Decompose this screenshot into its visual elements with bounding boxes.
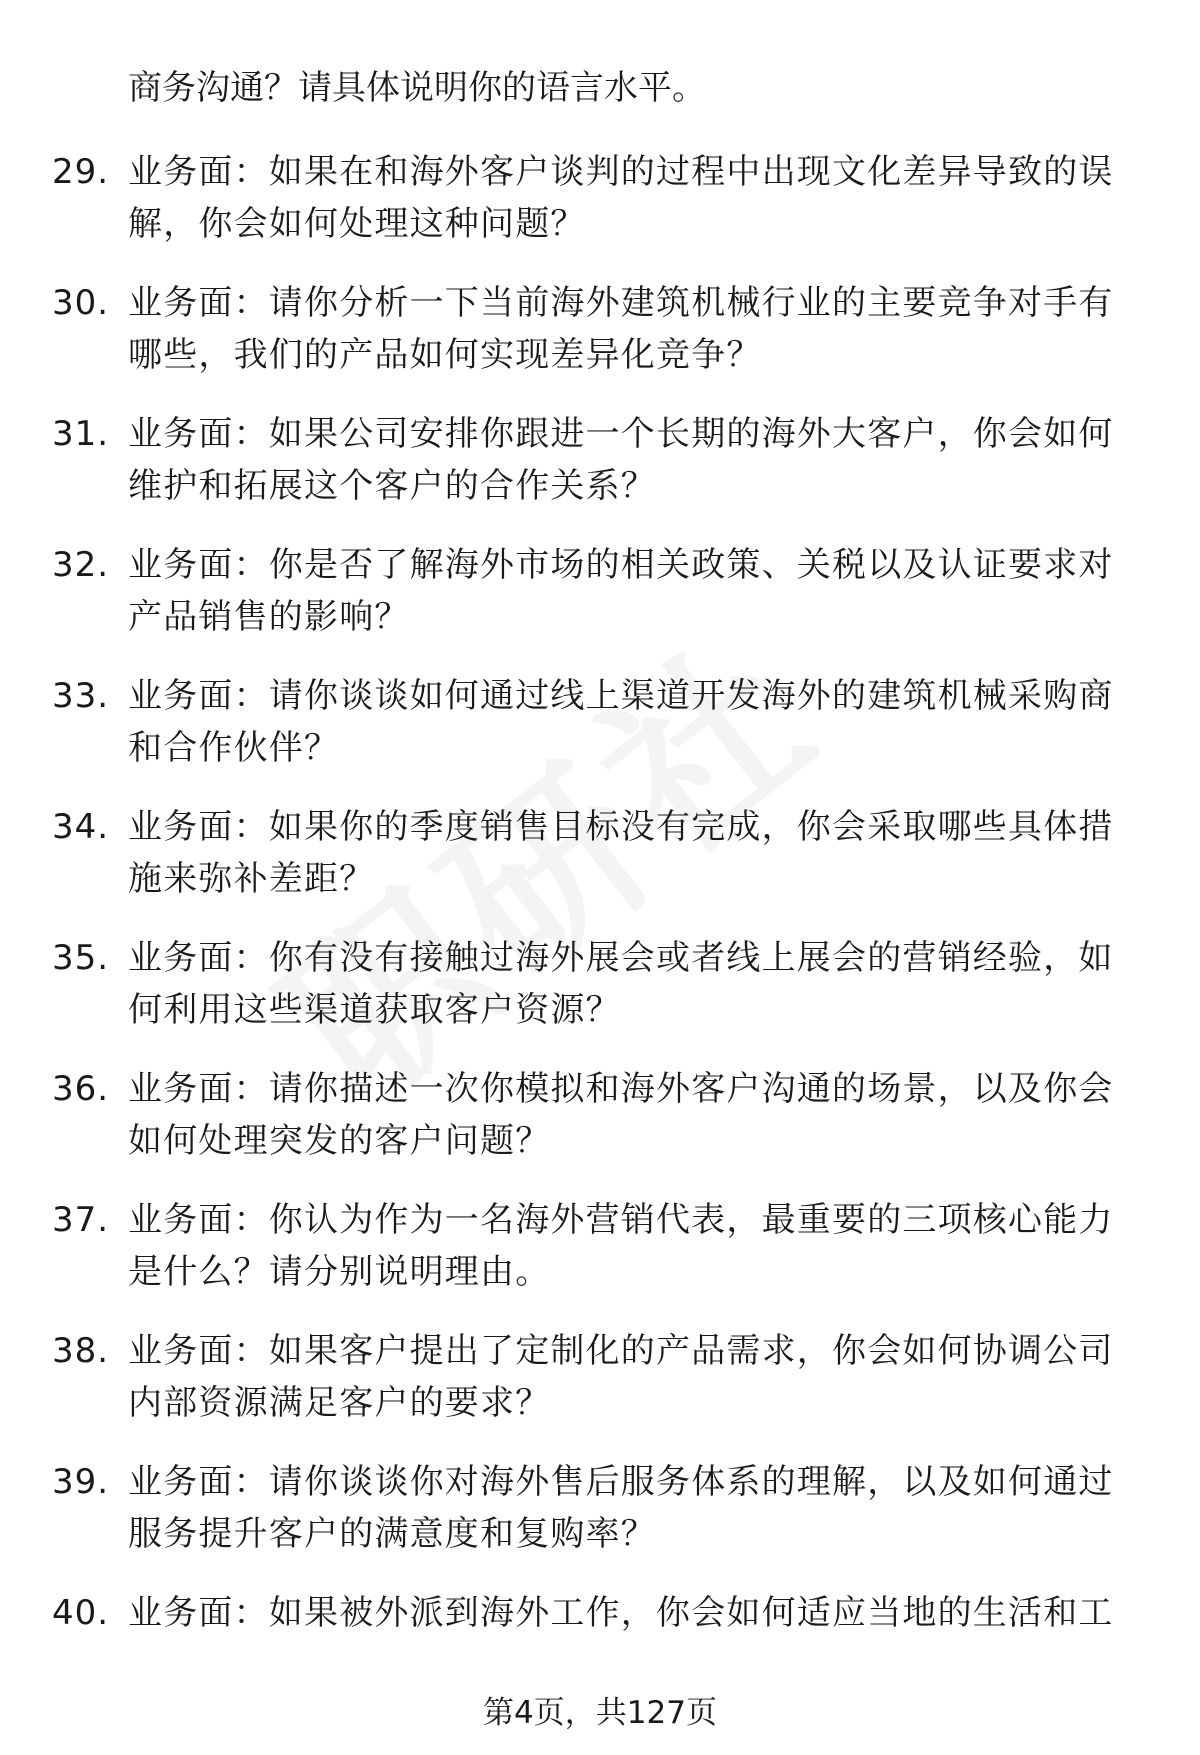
item-text: 业务面：如果公司安排你跟进一个长期的海外大客户，你会如何维护和拓展这个客户的合作关系？ — [128, 414, 1114, 506]
item-text: 业务面：如果被外派到海外工作，你会如何适应当地的生活和工 — [128, 1593, 1114, 1633]
list-item — [0, 1194, 1200, 1325]
item-number: 31. — [52, 414, 110, 454]
list-item — [0, 408, 1200, 539]
item-number: 39. — [52, 1462, 110, 1502]
page-number: 第4页，共127页 — [483, 1695, 717, 1731]
item-text: 业务面：请你描述一次你模拟和海外客户沟通的场景，以及你会如何处理突发的客户问题？ — [128, 1069, 1114, 1161]
item-number: 32. — [52, 545, 110, 585]
list-item — [0, 1456, 1200, 1587]
item-text: 业务面：请你谈谈如何通过线上渠道开发海外的建筑机械采购商和合作伙伴？ — [128, 676, 1114, 768]
continued-text: 商务沟通？请具体说明你的语言水平。 — [128, 68, 706, 108]
item-number: 40. — [52, 1593, 110, 1633]
list-item — [0, 539, 1200, 670]
item-text: 业务面：你有没有接触过海外展会或者线上展会的营销经验，如何利用这些渠道获取客户资源？ — [128, 938, 1114, 1030]
list-item — [0, 801, 1200, 932]
item-number: 35. — [52, 938, 110, 978]
item-number: 36. — [52, 1069, 110, 1109]
item-number: 37. — [52, 1200, 110, 1240]
list-item — [0, 277, 1200, 408]
item-number: 29. — [52, 152, 110, 192]
item-number: 33. — [52, 676, 110, 716]
question-list — [0, 146, 1200, 1718]
item-text: 业务面：你是否了解海外市场的相关政策、关税以及认证要求对产品销售的影响？ — [128, 545, 1114, 637]
list-item — [0, 1063, 1200, 1194]
item-number: 30. — [52, 283, 110, 323]
list-item — [0, 146, 1200, 277]
item-text: 业务面：请你谈谈你对海外售后服务体系的理解，以及如何通过服务提升客户的满意度和复购率？ — [128, 1462, 1114, 1554]
item-text: 业务面：如果客户提出了定制化的产品需求，你会如何协调公司内部资源满足客户的要求？ — [128, 1331, 1114, 1423]
list-item — [0, 1325, 1200, 1456]
item-text: 业务面：请你分析一下当前海外建筑机械行业的主要竞争对手有哪些，我们的产品如何实现差异化竞争？ — [128, 283, 1114, 375]
list-item — [0, 932, 1200, 1063]
item-text: 业务面：你认为作为一名海外营销代表，最重要的三项核心能力是什么？请分别说明理由。 — [128, 1200, 1114, 1292]
item-number: 34. — [52, 807, 110, 847]
list-item — [0, 670, 1200, 801]
item-number: 38. — [52, 1331, 110, 1371]
item-text: 业务面：如果你的季度销售目标没有完成，你会采取哪些具体措施来弥补差距？ — [128, 807, 1114, 899]
item-text: 业务面：如果在和海外客户谈判的过程中出现文化差异导致的误解，你会如何处理这种问题？ — [128, 152, 1114, 244]
